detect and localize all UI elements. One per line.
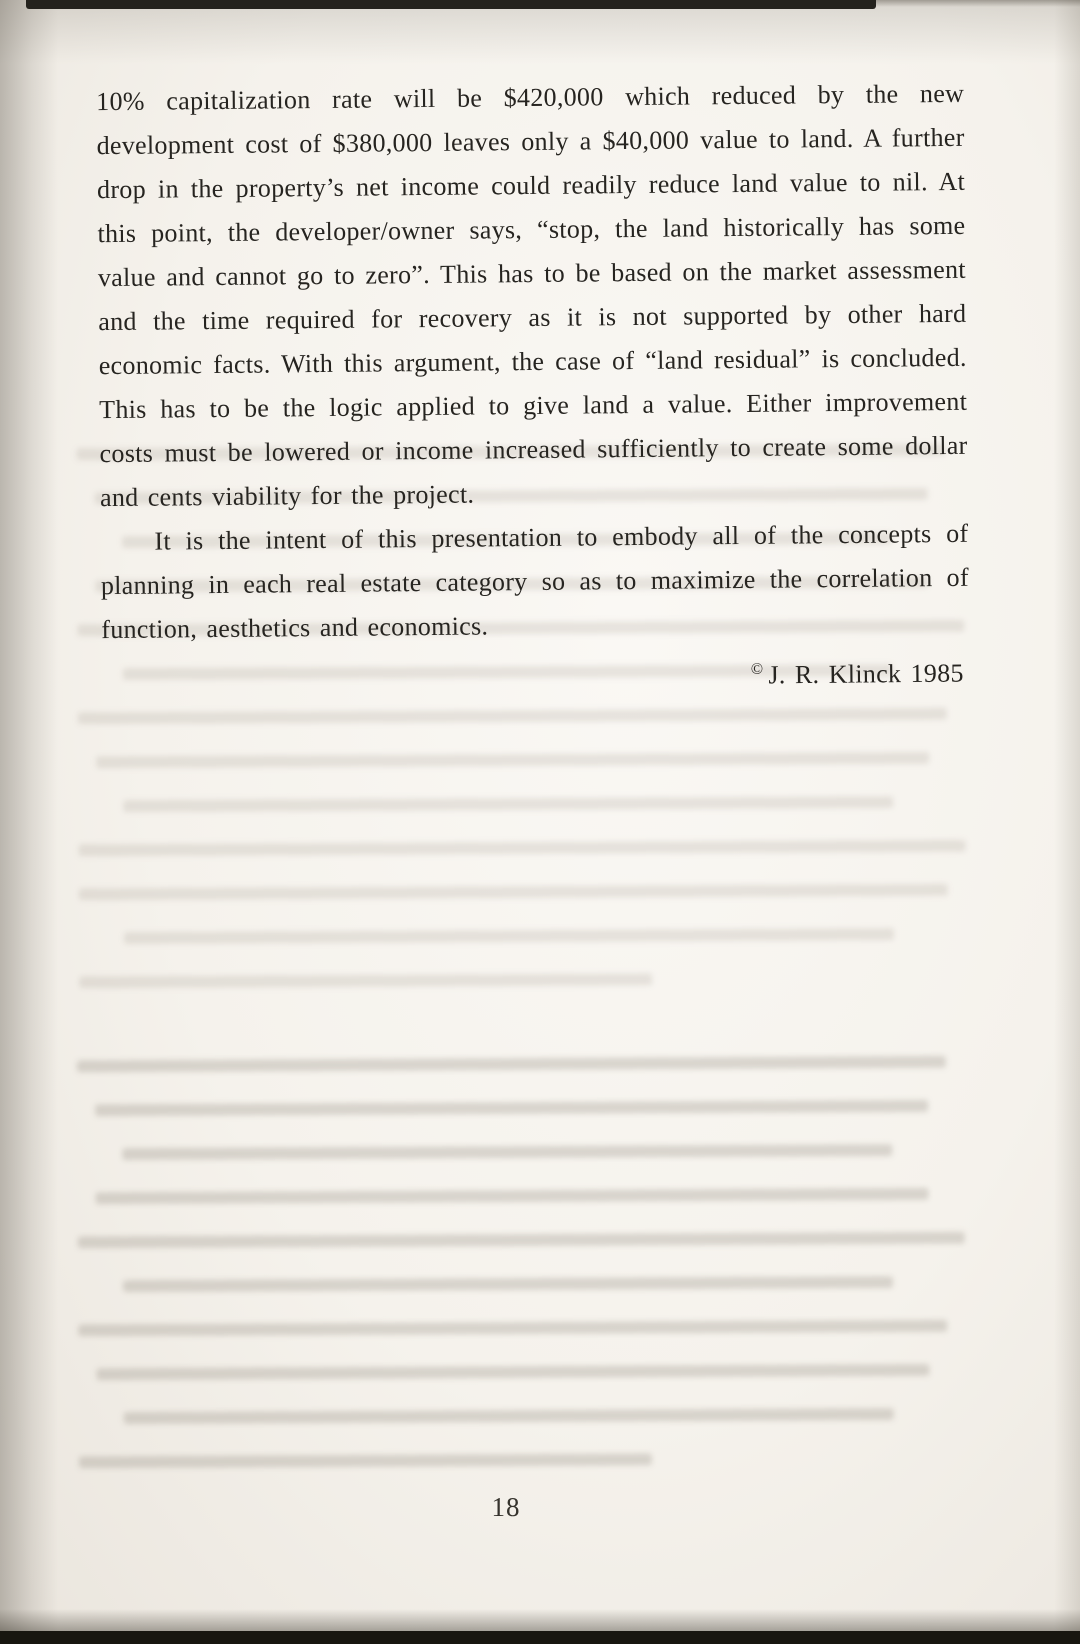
scan-edge-bottom-fade <box>0 1609 1080 1631</box>
page-right-shadow <box>1054 0 1080 1644</box>
page-number: 18 <box>491 1492 521 1522</box>
scan-edge-top-right <box>876 0 1080 7</box>
page-top-shadow <box>0 0 1080 64</box>
bleedthrough-text-lower <box>77 1056 975 1501</box>
paragraph-continuation: 10% capitalization rate will be $420,000 which reduced by the new development cost of $380,000 leaves only a $40,000 value to land. A further drop in the property’s net income could readily reduce land value to nil. At this point, the developer/owner says, “stop, the land historically has some value and cannot go to zero”. This has to be based on the market assessment and the time required for recovery as it is not supported by other hard economic facts. With this argument, the case of “land residual” is concluded. This has to be the logic applied to give land a value. Either improvement costs must be lowered or income increased sufficiently to create some dollar and cents viability for the project. <box>96 78 968 513</box>
page-left-shadow <box>0 0 58 1644</box>
copyright-attribution <box>102 646 970 704</box>
body-text <box>96 72 970 704</box>
scan-edge-top <box>26 0 876 9</box>
scan-edge-bottom <box>0 1631 1080 1644</box>
attribution-name: J. R. Klinck 1985 <box>768 658 964 690</box>
copyright-symbol: © <box>750 660 764 678</box>
paragraph-intent: It is the intent of this presentation to embody all of the concepts of planning in each real estate category so as to maximize the correlation of function, aesthetics and economics. <box>100 518 969 645</box>
